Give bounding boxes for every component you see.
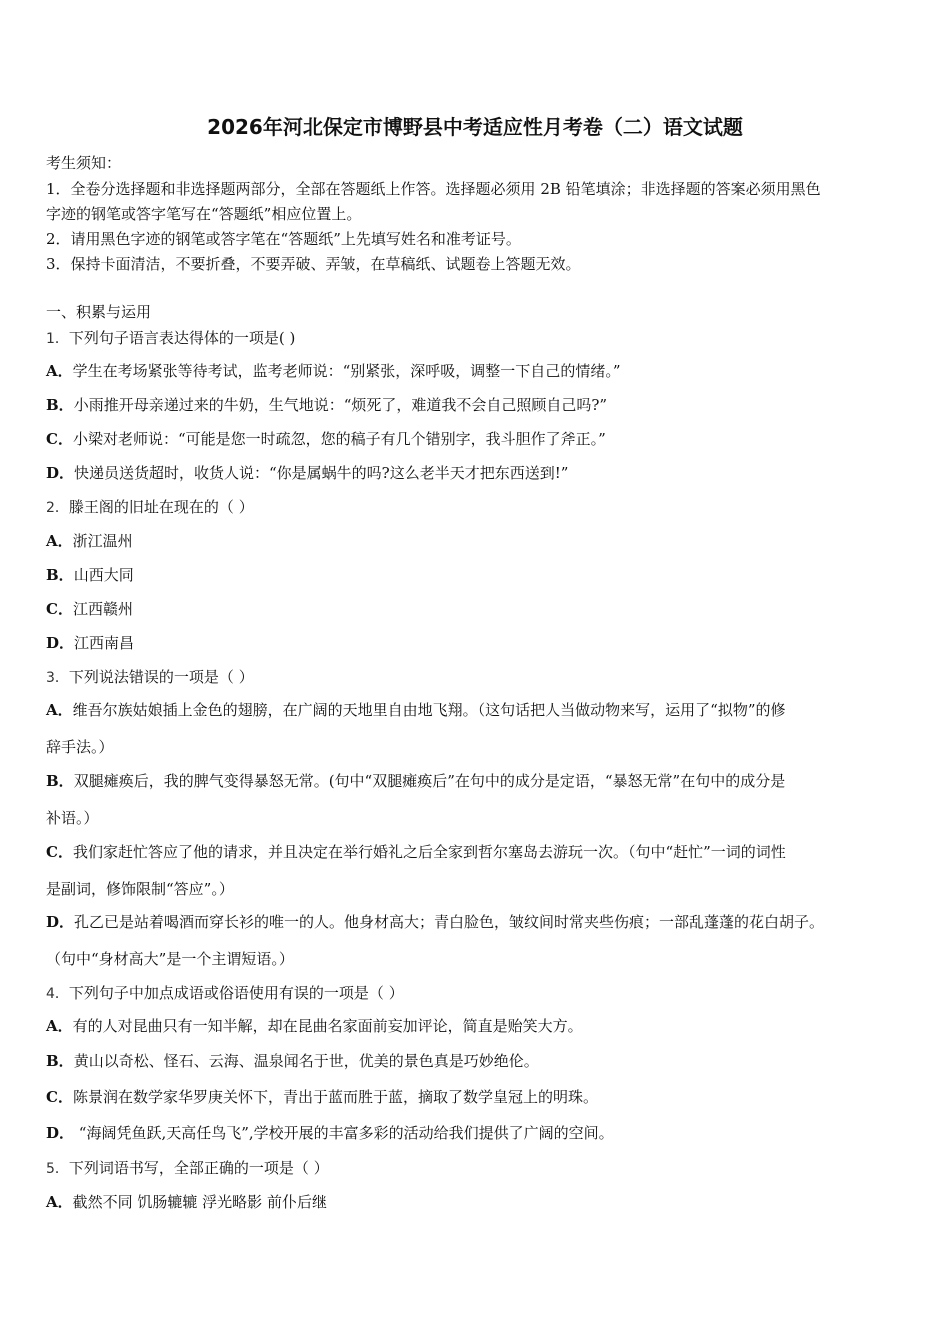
option-label: A．: [46, 701, 73, 719]
option-text: 山西大同: [73, 566, 134, 584]
question-number: 2．: [46, 500, 69, 516]
option-label: C．: [46, 1088, 73, 1106]
option-label: D．: [46, 913, 75, 931]
option-label: C．: [46, 843, 73, 861]
option-d: [46, 1123, 906, 1143]
notice-line: 1．全卷分选择题和非选择题两部分，全部在答题纸上作答。选择题必须用 2B 铅笔填涂；非选择题的答案必须用黑色: [46, 180, 821, 198]
option-a: [46, 361, 906, 381]
question-stem: 滕王阁的旧址在现在的（ ）: [68, 498, 254, 516]
option-c: [46, 842, 906, 862]
option-d: [46, 633, 906, 653]
option-label: C．: [46, 430, 73, 448]
option-text: 江西赣州: [72, 600, 133, 618]
option-b: [46, 771, 906, 791]
option-text: 有的人对昆曲只有一知半解，却在昆曲名家面前妄加评论，简直是贻笑大方。: [72, 1017, 583, 1035]
option-a: [46, 1016, 906, 1036]
option-label: A．: [46, 362, 73, 380]
option-text: 双腿瘫痪后，我的脾气变得暴怒无常。(句中“双腿瘫痪后”在句中的成分是定语，“暴怒无常”在句中的成分是: [73, 772, 786, 790]
question-stem: 下列句子语言表达得体的一项是( ): [68, 329, 296, 347]
option-label: A．: [46, 1193, 73, 1211]
option-c: [46, 1087, 906, 1107]
option-label: B．: [46, 772, 74, 790]
question-stem: 下列说法错误的一项是（ ）: [68, 668, 254, 686]
option-label: A．: [46, 532, 73, 550]
option-label: D．: [46, 464, 75, 482]
option-text: 小梁对老师说：“可能是您一时疏忽，您的稿子有几个错别字，我斗胆作了斧正。”: [72, 430, 606, 448]
option-text: 江西南昌: [74, 634, 135, 652]
question-1: [46, 328, 906, 349]
option-text: 截然不同 饥肠辘辘 浮光略影 前仆后继: [72, 1193, 327, 1211]
option-continuation: 补语。）: [46, 809, 99, 827]
option-c: [46, 429, 906, 449]
notice-header: 考生须知：: [46, 154, 122, 172]
option-label: B．: [46, 1052, 74, 1070]
notice-line: 3．保持卡面清洁，不要折叠，不要弄破、弄皱，在草稿纸、试题卷上答题无效。: [46, 255, 581, 273]
option-label: A．: [46, 1017, 73, 1035]
option-c: [46, 599, 906, 619]
question-5: [46, 1158, 906, 1179]
option-text: 小雨推开母亲递过来的牛奶，生气地说：“烦死了，难道我不会自己照顾自己吗?”: [73, 396, 608, 414]
option-label: B．: [46, 566, 74, 584]
option-continuation: 辞手法。）: [46, 738, 114, 756]
notice-line: 2．请用黑色字迹的钢笔或答字笔在“答题纸”上先填写姓名和准考证号。: [46, 230, 521, 248]
question-2: [46, 497, 906, 518]
option-text: 快递员送货超时，收货人说：“你是属蜗牛的吗?这么老半天才把东西送到!”: [74, 464, 569, 482]
question-4: [46, 983, 906, 1004]
option-label: C．: [46, 600, 73, 618]
option-b: [46, 1051, 906, 1071]
option-text: 浙江温州: [72, 532, 133, 550]
notice-line: 字迹的钢笔或答字笔写在“答题纸”相应位置上。: [46, 205, 362, 223]
option-a: [46, 531, 906, 551]
question-stem: 下列词语书写，全部正确的一项是（ ）: [68, 1159, 329, 1177]
option-d: [46, 463, 906, 483]
question-number: 3．: [46, 670, 69, 686]
option-label: D．: [46, 1124, 75, 1142]
option-text: 孔乙已是站着喝酒而穿长衫的唯一的人。他身材高大；青白脸色，皱纹间时常夹些伤痕；一部乱蓬蓬的花白胡子。: [74, 913, 825, 931]
question-number: 4．: [46, 986, 69, 1002]
option-continuation: 是副词，修饰限制“答应”。）: [46, 880, 234, 898]
question-number: 5．: [46, 1161, 69, 1177]
option-a: [46, 700, 906, 720]
option-text: 维吾尔族姑娘插上金色的翅膀，在广阔的天地里自由地飞翔。（这句话把人当做动物来写，运用了“拟物”的修: [72, 701, 786, 719]
option-text: 陈景润在数学家华罗庚关怀下，青出于蓝而胜于蓝，摘取了数学皇冠上的明珠。: [72, 1088, 598, 1106]
option-b: [46, 565, 906, 585]
option-label: B．: [46, 396, 74, 414]
option-text: 我们家赶忙答应了他的请求，并且决定在举行婚礼之后全家到哲尔塞岛去游玩一次。（句中“赶忙”一词的词性: [72, 843, 786, 861]
option-label: D．: [46, 634, 75, 652]
option-a: [46, 1192, 906, 1212]
option-text: 黄山以奇松、怪石、云海、温泉闻名于世，优美的景色真是巧妙绝伦。: [73, 1052, 539, 1070]
page-title: 2026年河北保定市博野县中考适应性月考卷（二）语文试题: [207, 115, 743, 139]
option-b: [46, 395, 906, 415]
question-stem: 下列句子中加点成语或俗语使用有误的一项是（ ）: [68, 984, 404, 1002]
question-number: 1．: [46, 331, 69, 347]
option-text: 学生在考场紧张等待考试，监考老师说：“别紧张，深呼吸，调整一下自己的情绪。”: [72, 362, 621, 380]
option-text: “海阔凭鱼跃,天高任鸟飞”,学校开展的丰富多彩的活动给我们提供了广阔的空间。: [74, 1124, 614, 1142]
question-3: [46, 667, 906, 688]
section-heading: 一、积累与运用: [46, 303, 152, 321]
option-d: [46, 912, 906, 932]
option-continuation: （句中“身材高大”是一个主谓短语。）: [46, 950, 294, 968]
